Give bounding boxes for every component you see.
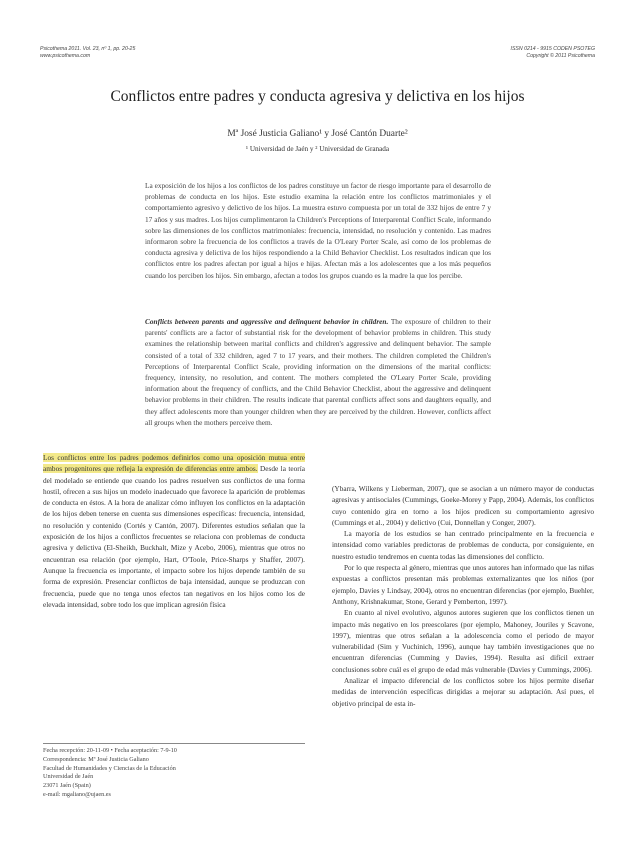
body-paragraph: Por lo que respecta al género, mientras que unos autores han informado que las niñas expuestas a conflictos presentan más problemas externalizantes que los niños (por ejemplo, Davies y Lindsay, 2004), otros no encuentran diferencias (por ejemplo, Buehler, Anthony, Krishnakumar, Stone, Gerard y Pemberton, 1997). [332,563,594,606]
intro-paragraph-rest: Desde la teoría del modelado se entiende que cuando los padres resuelven sus conflictos de una forma hostil, ofrecen a sus hijos un modelo inadecuado que favorece la aparición de problemas de conducta en éstos. A la hora de analizar cómo influyen los conflictos en la adaptación de los hijos deben tenerse en cuenta sus dimensiones específicas: frecuencia, intensidad, no resolución y contenido (Cortés y Cantón, 2007). Diferentes estudios señalan que la exposición de los hijos a conflictos frecuentes se relaciona con problemas de conducta agresiva y delictiva (El-Sheikh, Buckhalt, Mize y Acebo, 2006), mientras que otros no encuentran esa relación (por ejemplo, Hart, O'Toole, Price-Sharps y Shaffer, 2007). Aunque la frecuencia es importante, el impacto sobre los hijos depende también de su forma de expresión. Presenciar conflictos de baja intensidad, aunque se produzcan con frecuencia, puede que no tenga unos efectos tan negativos en los hijos como los de elevada intensidad, sobre todo los que implican agresión física [43,464,305,609]
body-paragraph: En cuanto al nivel evolutivo, algunos autores sugieren que los conflictos tienen un impacto más negativo en los preescolares (por ejemplo, Mahoney, Jouriles y Scavone, 1997), mientras que otros señalan a la adolescencia como el periodo de mayor vulnerabilidad (Sim y Vuchinich, 1996), aunque hay también investigaciones que no encuentran diferencias (Cumming y Davies, 1994). Resulta así difícil extraer conclusiones sobre cuál es el grupo de edad más vulnerable (Davies y Cummings, 2006). [332,608,594,674]
body-column-left [43,452,305,610]
journal-header-left [40,46,135,60]
body-paragraph: La mayoría de los estudios se han centrado principalmente en la frecuencia e intensidad como variables predictoras de problemas de conducta, por consiguiente, en nuestro estudio tendremos en cuenta todas las dimensiones del conflicto. [332,529,594,561]
highlighted-text[interactable]: Los conflictos entre los padres podemos definirlos como una oposición mutua entre ambos progenitores que refleja la expresión de diferencias entre ambos. [43,453,305,474]
abstract-english-title: Conflicts between parents and aggressive and delinquent behavior in children. [145,317,389,326]
correspondence-footnote [43,747,305,800]
article-authors: Mª José Justicia Galiano¹ y José Cantón Duarte² [227,129,408,139]
footnote-divider [43,743,305,744]
correspondence-university: Universidad de Jaén [43,773,94,781]
body-column-right [332,483,594,709]
correspondence-author: Correspondencia: Mª José Justicia Galiano [43,755,149,763]
body-paragraph: Analizar el impacto diferencial de los conflictos sobre los hijos permite diseñar medidas de intervención específicas dirigidas a mejorar su adaptación. Así pues, el objetivo principal de esta in- [332,676,594,708]
correspondence-faculty: Facultad de Humanidades y Ciencias de la Educación [43,764,176,772]
author-affiliations: ¹ Universidad de Jaén y ² Universidad de Granada [245,145,390,153]
journal-citation: Psicothema 2011. Vol. 23, nº 1, pp. 20-25 [40,46,136,52]
body-paragraph: (Ybarra, Wilkens y Lieberman, 2007), que se asocian a un número mayor de conductas agresivas y antisociales (Cummings, Goeke-Morey y Papp, 2004). Además, los conflictos cuyo contenido gira en torno a los hijos predicen su comportamiento agresivo (Cummings et al., 2004) y delictivo (Cui, Donnellan y Conger, 2007). [332,484,594,527]
abstract-english-body: The exposure of children to their parents' conflicts are a factor of substantial risk for the development of behavior problems in children. This study examines the relationship between marital conflicts and children's aggressive and delinquent behavior. The sample consisted of a total of 332 children, aged 7 to 17 years, and their mothers. The children completed the Children's Perceptions of Interparental Conflict Scale, providing information on the dimensions of the marital conflicts: frequency, intensity, no resolution, and content. The mothers completed the O'Leary Porter Scale, providing information about the frequency of conflicts, and the Child Behavior Checklist, about the aggressive and delinquent behavior problems in their children. The results indicate that parental conflicts affect sons and daughters equally, and they affect adolescents more than younger children when they are perceived by the children. However, conflicts affect all groups when the mothers perceive them. [145,317,491,427]
journal-issn: ISSN 0214 - 9915 CODEN PSOTEG [510,46,595,52]
article-title: Conflictos entre padres y conducta agresiva y delictiva en los hijos [110,88,525,105]
correspondence-email[interactable]: e-mail: mgaliano@ujaen.es [43,790,111,798]
received-accepted-dates: Fecha recepción: 20-11-09 • Fecha aceptación: 7-9-10 [43,747,177,754]
correspondence-city: 23071 Jaén (Spain) [43,782,91,790]
journal-header-right [511,46,595,60]
abstract-english [145,316,491,428]
intro-paragraph [43,452,305,610]
journal-copyright: Copyright © 2011 Psicothema [526,53,595,59]
journal-website[interactable]: www.psicothema.com [40,53,91,59]
abstract-spanish: La exposición de los hijos a los conflictos de los padres constituye un factor de riesgo importante para el desarrollo de problemas de conducta en los hijos. Este estudio examina la relación entre los conflictos matrimoniales y el comportamiento agresivo y delictivo de los hijos. La muestra estuvo compuesta por un total de 332 hijos de entre 7 y 17 años y sus madres. Los hijos cumplimentaron la Children's Perceptions of Interparental Conflict Scale, informando sobre las dimensiones de los conflictos matrimoniales: frecuencia, intensidad, no resolución y contenido. Las madres informaron sobre la frecuencia de los conflictos a través de la O'Leary Porter Scale, así como de los problemas de conducta agresiva y delictiva de los hijos respondiendo a la Child Behavior Checklist. Los resultados indican que los conflictos entre los padres afectan por igual a hijos e hijas. Afectan más a los adolescentes que a los más pequeños cuando los perciben los hijos. Sin embargo, afectan a todos los grupos cuando es la madre la que los percibe. [145,181,491,280]
